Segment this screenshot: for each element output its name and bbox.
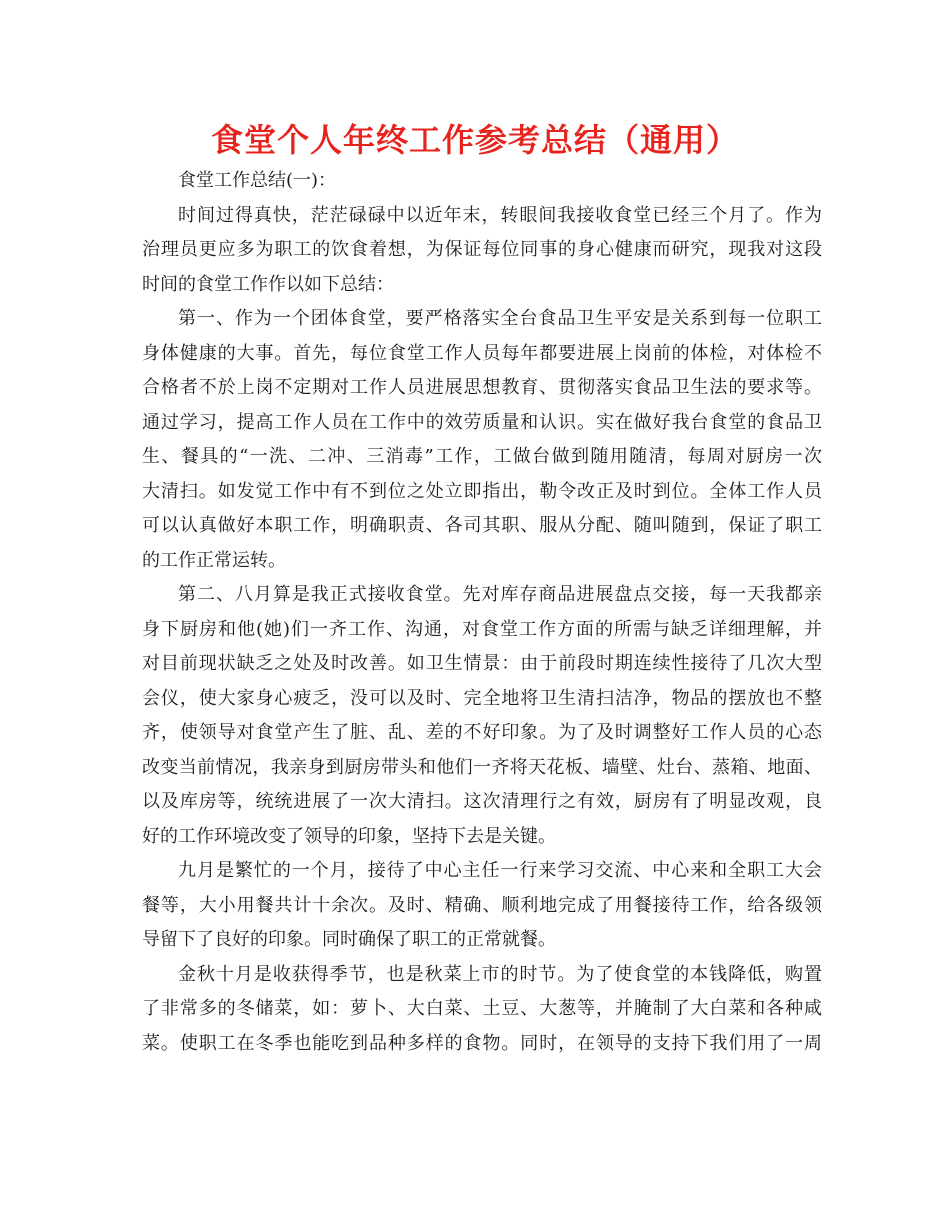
body-line: 时间的食堂工作作以如下总结： [142,273,394,295]
body-line: 时间过得真快，茫茫碌碌中以近年末，转眼间我接收食堂已经三个月了。作为 [178,204,822,226]
document-body [142,164,822,1061]
body-line: 合格者不於上岗不定期对工作人员进展思想教育、贯彻落实食品卫生法的要求等。 [142,377,822,398]
body-line: 导留下了良好的印象。同时确保了职工的正常就餐。 [142,929,556,950]
body-line: 可以认真做好本职工作，明确职责、各司其职、服从分配、随叫随到，保证了职工 [142,515,822,536]
document-title: 食堂个人年终工作参考总结（通用） [210,121,739,159]
body-line: 了非常多的冬储菜，如：萝卜、大白菜、土豆、大葱等，并腌制了大白菜和各种咸 [142,998,822,1019]
body-line: 第一、作为一个团体食堂，要严格落实全台食品卫生平安是关系到每一位职工 [178,308,822,329]
body-line: 治理员更应多为职工的饮食着想，为保证每位同事的身心健康而研究，现我对这段 [142,239,822,260]
body-line: 九月是繁忙的一个月，接待了中心主任一行来学习交流、中心来和全职工大会 [178,860,822,881]
body-line: 会仪，使大家身心疲乏，没可以及时、完全地将卫生清扫洁净，物品的摆放也不整 [142,687,822,709]
body-line: 以及库房等，统统进展了一次大清扫。这次清理行之有效，厨房有了明显改观，良 [142,791,822,812]
body-line: 身下厨房和他(她)们一齐工作、沟通，对食堂工作方面的所需与缺乏详细理解，并 [142,618,822,640]
body-line: 菜。使职工在冬季也能吃到品种多样的食物。同时，在领导的支持下我们用了一周 [142,1032,822,1054]
body-line: 的工作正常运转。 [142,549,286,571]
body-line: 通过学习，提高工作人员在工作中的效劳质量和认识。实在做好我台食堂的食品卫 [142,411,822,433]
body-line: 生、餐具的“一洗、二冲、三消毒”工作，工做台做到随用随清，每周对厨房一次 [142,446,822,467]
body-line: 对目前现状缺乏之处及时改善。如卫生情景：由于前段时期连续性接待了几次大型 [142,653,822,674]
body-line: 第二、八月算是我正式接收食堂。先对库存商品进展盘点交接，每一天我都亲 [178,584,822,605]
body-line: 大清扫。如发觉工作中有不到位之处立即指出，勒令改正及时到位。全体工作人员 [142,480,822,502]
body-line: 餐等，大小用餐共计十余次。及时、精确、顺利地完成了用餐接待工作，给各级领 [142,894,822,916]
body-line: 身体健康的大事。首先，每位食堂工作人员每年都要进展上岗前的体检，对体检不 [142,342,822,364]
body-line: 改变当前情况，我亲身到厨房带头和他们一齐将天花板、墙壁、灶台、蒸箱、地面、 [142,756,822,778]
body-line: 金秋十月是收获得季节，也是秋菜上市的时节。为了使食堂的本钱降低，购置 [178,963,822,985]
body-line: 齐，使领导对食堂产生了脏、乱、差的不好印象。为了及时调整好工作人员的心态 [142,722,822,743]
body-line: 好的工作环境改变了领导的印象，坚持下去是关键。 [142,825,556,847]
body-line: 食堂工作总结(一)： [178,170,337,191]
